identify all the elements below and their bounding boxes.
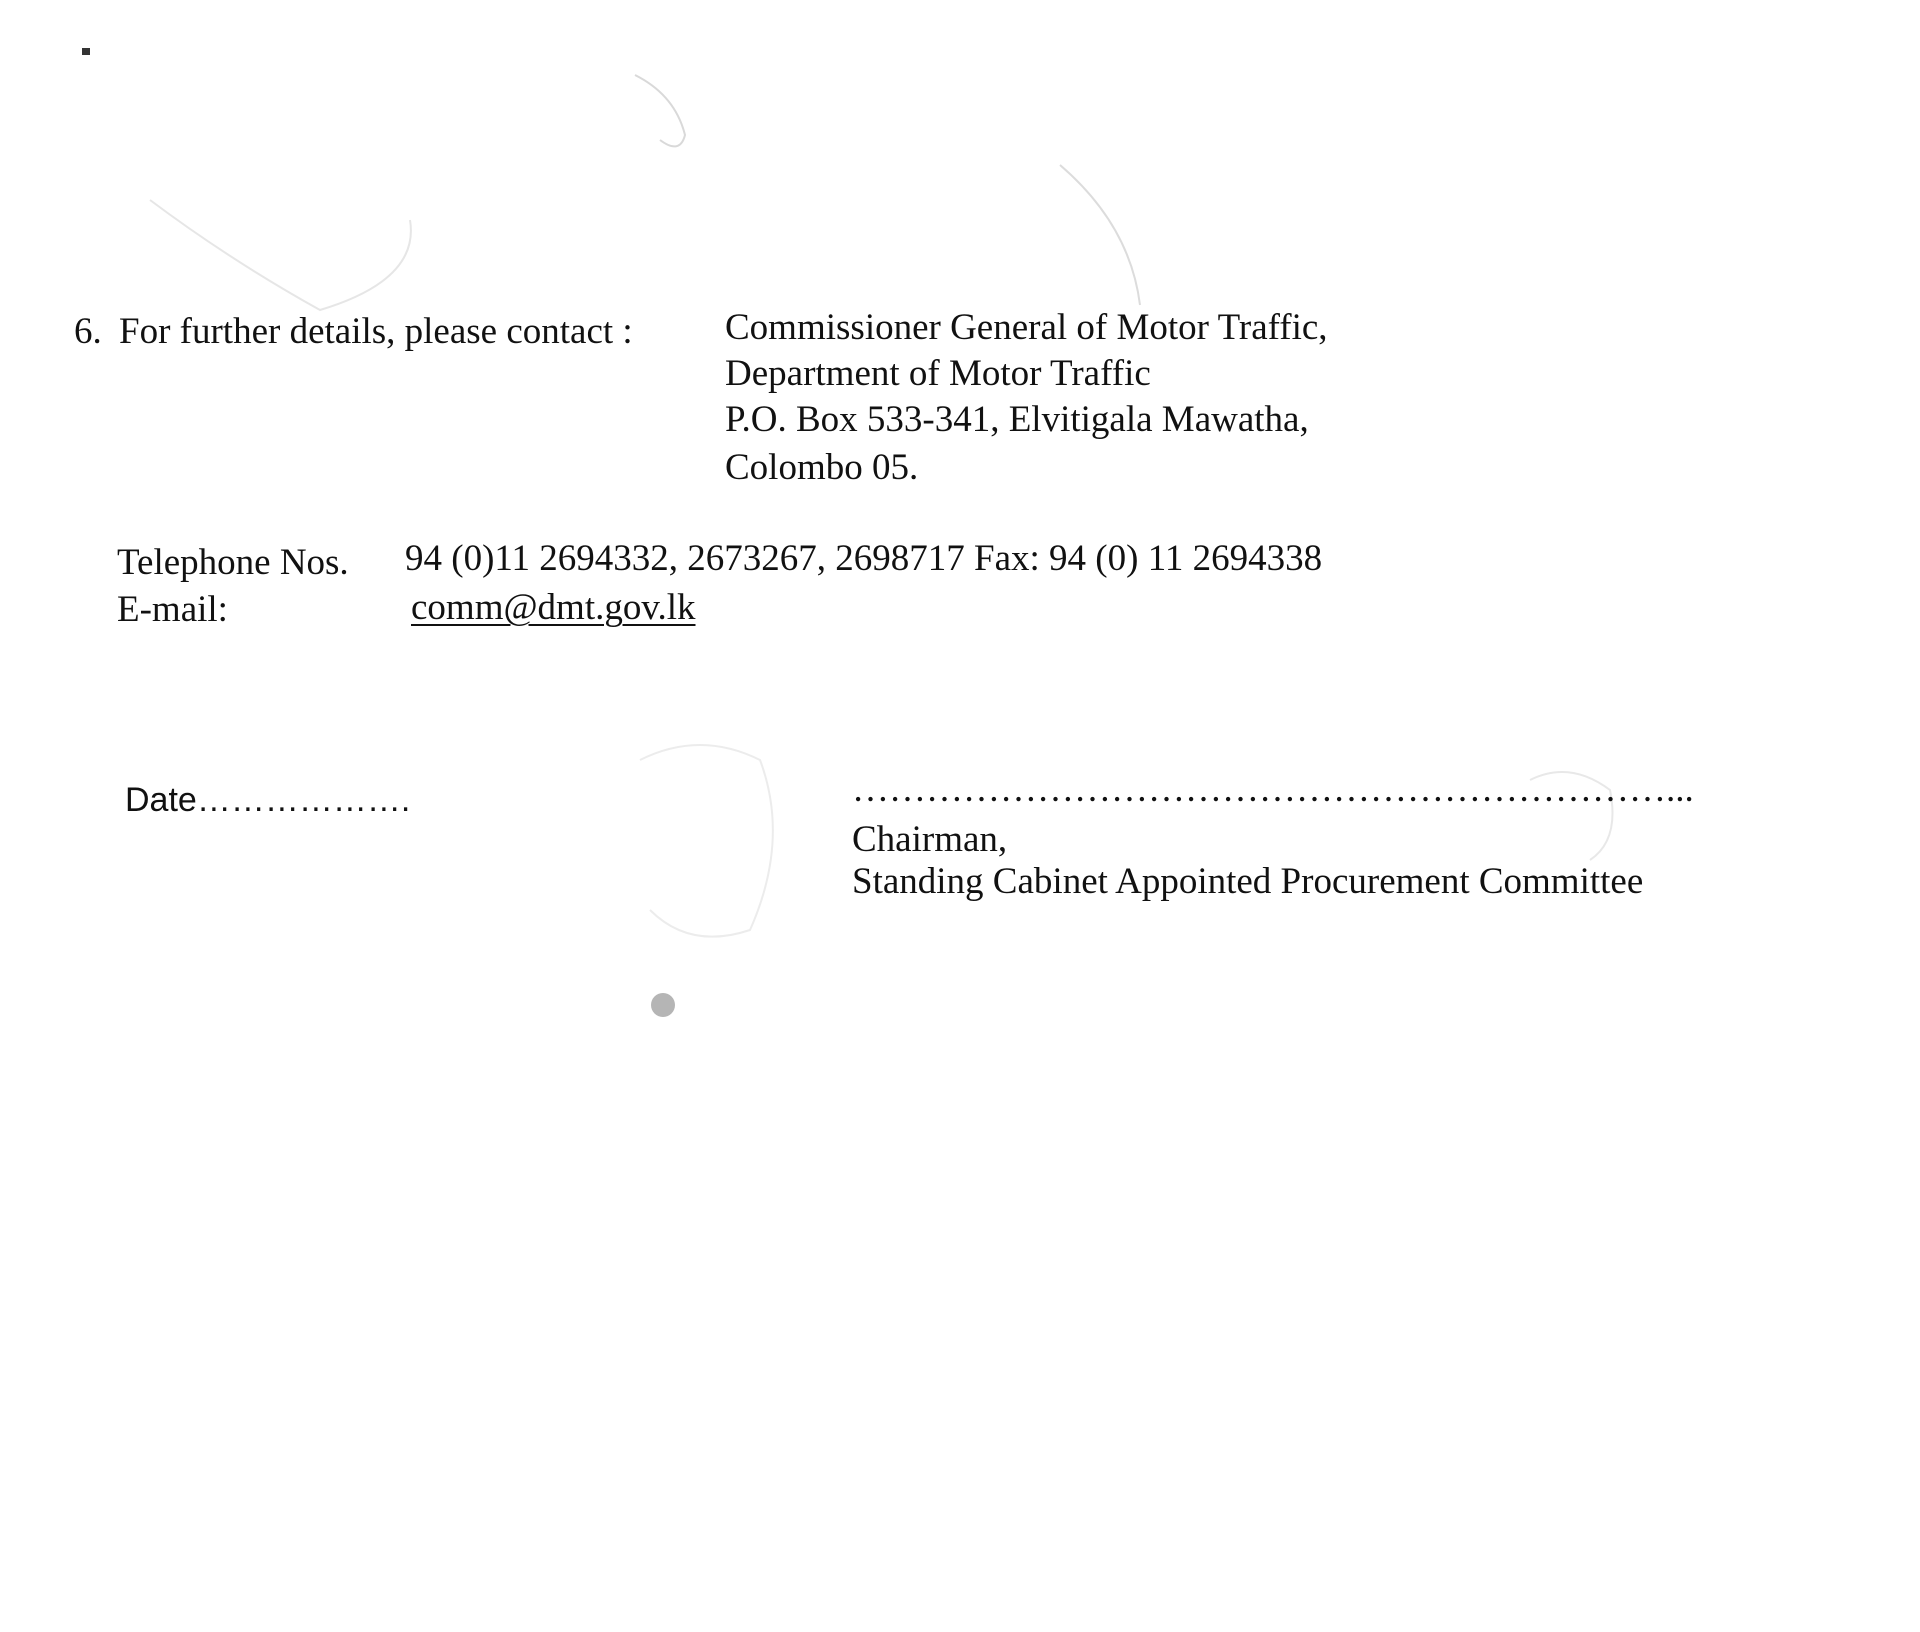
scan-smudge-mid	[640, 745, 773, 937]
scan-ink-blot	[651, 993, 675, 1017]
signatory-title: Chairman,	[852, 819, 1008, 860]
scan-smudge-right	[1060, 165, 1140, 305]
telephone-value: 94 (0)11 2694332, 2673267, 2698717 Fax: 94 (0) 11 2694338	[405, 538, 1323, 579]
scan-smudge-top	[635, 75, 685, 146]
contact-lead-text: For further details, please contact :	[119, 311, 633, 352]
email-label: E-mail:	[117, 589, 228, 630]
scan-smudge-left	[150, 200, 411, 310]
address-line-1: Commissioner General of Motor Traffic,	[725, 307, 1328, 348]
signature-line: …………………………………………………………...	[852, 769, 1694, 810]
scan-speck	[82, 48, 90, 55]
telephone-label: Telephone Nos.	[117, 542, 349, 583]
item-number: 6.	[74, 311, 102, 352]
email-link[interactable]: comm@dmt.gov.lk	[411, 587, 696, 628]
address-line-3: P.O. Box 533-341, Elvitigala Mawatha,	[725, 399, 1309, 440]
date-field: Date……………….	[125, 781, 411, 819]
address-line-2: Department of Motor Traffic	[725, 353, 1151, 394]
signatory-committee: Standing Cabinet Appointed Procurement Committee	[852, 861, 1644, 902]
address-line-4: Colombo 05.	[725, 447, 919, 488]
